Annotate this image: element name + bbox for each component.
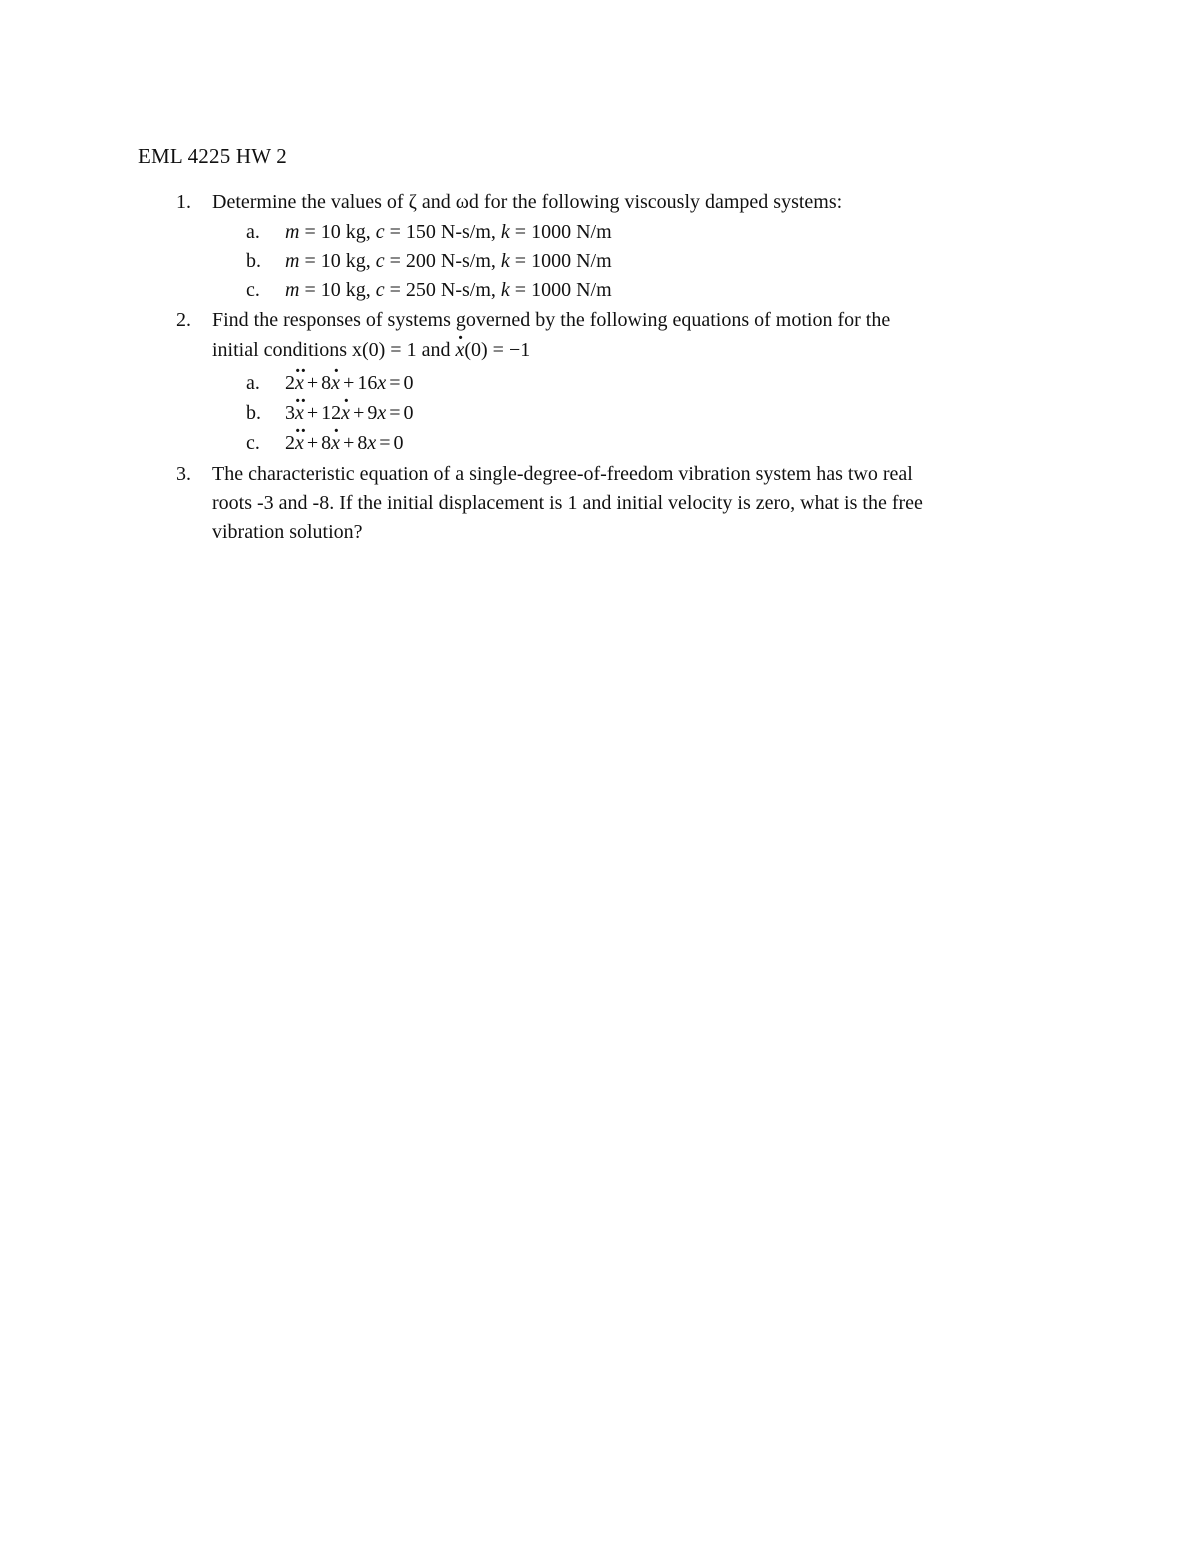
problem-2-text-line2-b: (0) = −1 (464, 339, 531, 361)
problem-2c-c1: 8 (321, 432, 332, 454)
problem-2c-c0: 8 (357, 432, 368, 454)
problem-1c-c: 250 N-s/m (405, 279, 491, 301)
problem-2b-c1: 12 (321, 402, 342, 424)
problem-1c-m: 10 kg (320, 279, 366, 301)
problem-1a-c: 150 N-s/m (405, 221, 491, 243)
problem-2a-c1: 8 (321, 372, 332, 394)
problem-1-text: Determine the values of ζ and ωd for the following viscously damped systems: (212, 191, 843, 213)
problem-2c-c2: 2 (285, 432, 295, 454)
problem-1a-k: 1000 N/m (531, 221, 612, 243)
problem-2a-label: a. (246, 372, 260, 394)
problem-2a-rhs: 0 (403, 372, 414, 394)
problem-1b-label: b. (246, 250, 261, 272)
problem-1c-label: c. (246, 279, 260, 301)
problem-1b-m: 10 kg (320, 250, 366, 272)
problem-2a-equation: 2·· x + 8· x + 16x = 0 (285, 371, 414, 395)
problem-1c-params: m = 10 kg, c = 250 N-s/m, k = 1000 N/m (285, 279, 612, 301)
problem-2c-rhs: 0 (393, 432, 404, 454)
problem-2c-equation: 2·· x + 8· x + 8x = 0 (285, 431, 404, 455)
document-title: EML 4225 HW 2 (138, 144, 288, 168)
problem-1a-params: m = 10 kg, c = 150 N-s/m, k = 1000 N/m (285, 221, 612, 243)
problem-2a-c2: 2 (285, 372, 295, 394)
problem-2b-rhs: 0 (403, 402, 414, 424)
problem-2b-label: b. (246, 402, 261, 424)
problem-2-text-line2 (212, 338, 530, 362)
problem-2-text-line2-a: initial conditions x(0) = 1 and (212, 339, 451, 361)
problem-3-text-line3: vibration solution? (212, 521, 363, 543)
problem-1b-params: m = 10 kg, c = 200 N-s/m, k = 1000 N/m (285, 250, 612, 272)
problem-1a-m: 10 kg (320, 221, 366, 243)
problem-2-text-line1: Find the responses of systems governed by the following equations of motion for the (212, 309, 891, 331)
problem-2-number: 2. (176, 309, 191, 331)
problem-2b-equation: 3·· x + 12· x + 9x = 0 (285, 401, 414, 425)
problem-3-text-line1: The characteristic equation of a single-degree-of-freedom vibration system has two real (212, 463, 913, 485)
problem-1b-k: 1000 N/m (531, 250, 612, 272)
problem-1a-label: a. (246, 221, 260, 243)
x-dot-symbol: · x (455, 338, 464, 362)
problem-2b-c0: 9 (367, 402, 378, 424)
problem-2b-c2: 3 (285, 402, 295, 424)
problem-3-text-line2: roots -3 and -8. If the initial displacement is 1 and initial velocity is zero, what is the free (212, 492, 923, 514)
problem-1c-k: 1000 N/m (531, 279, 612, 301)
problem-3-number: 3. (176, 463, 191, 485)
problem-1b-c: 200 N-s/m (405, 250, 491, 272)
problem-2a-c0: 16 (357, 372, 378, 394)
problem-2c-label: c. (246, 432, 260, 454)
problem-1-number: 1. (176, 191, 191, 213)
